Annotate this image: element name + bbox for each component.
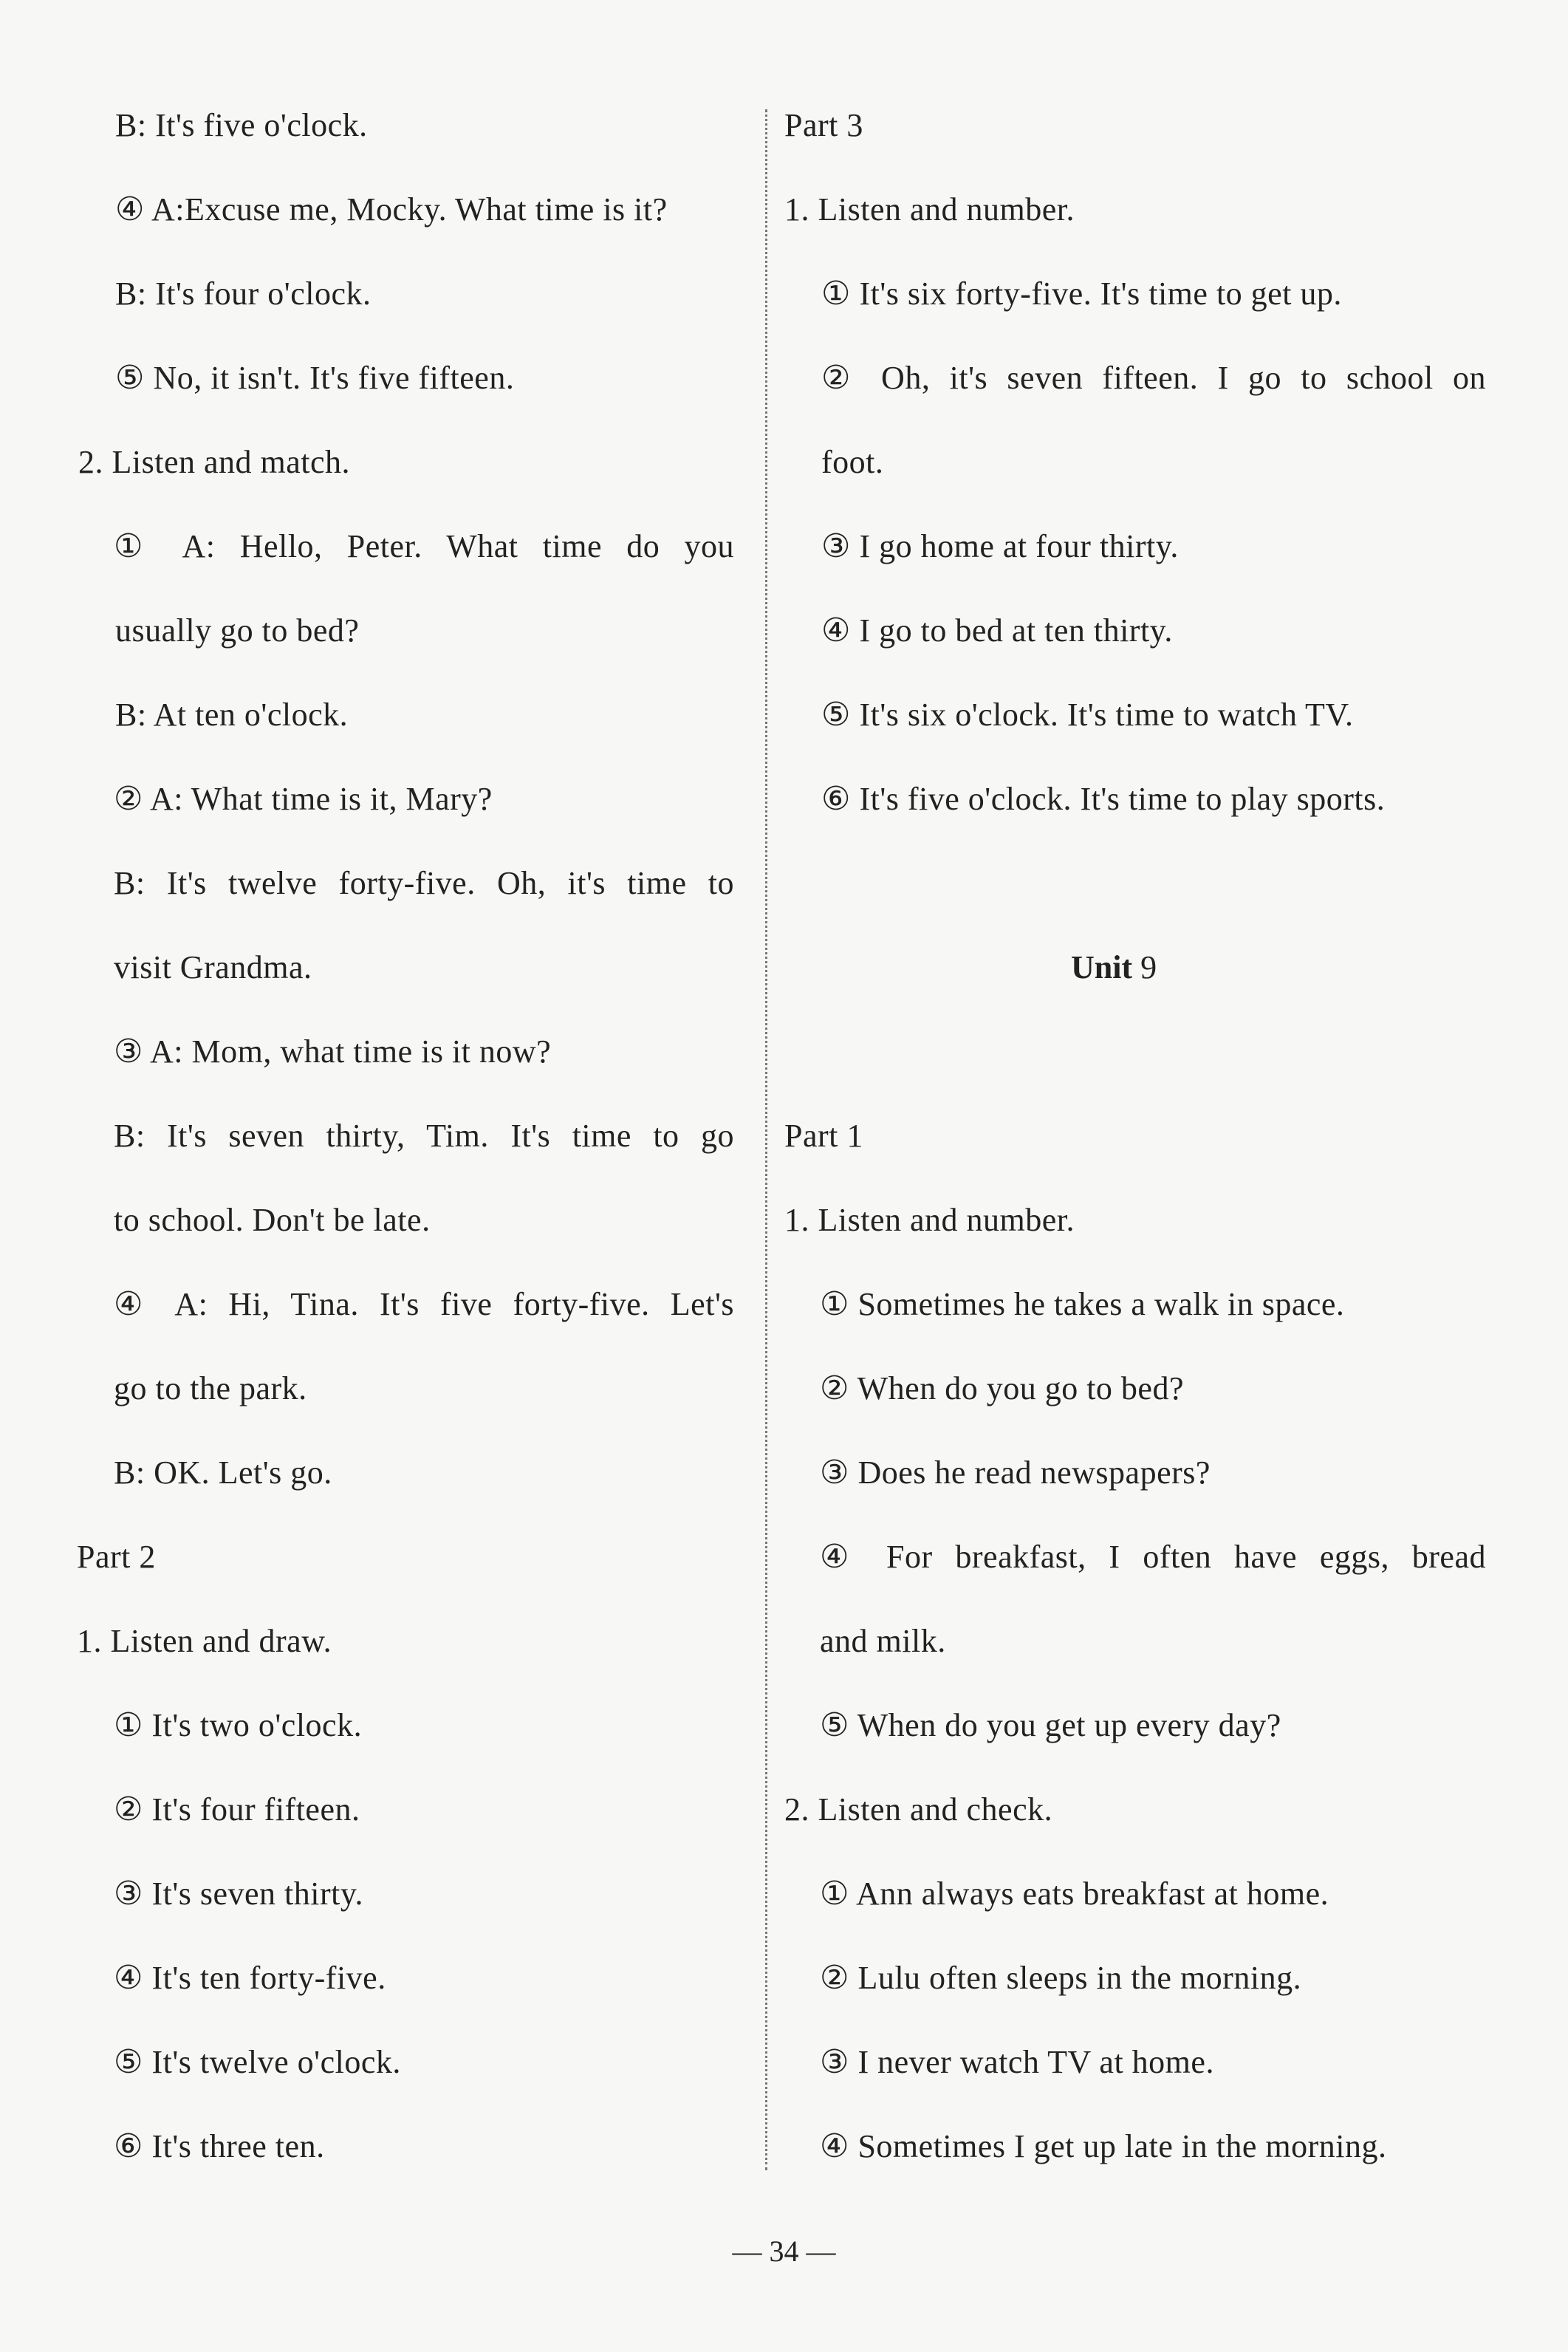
question-heading: 2. Listen and match.	[78, 444, 351, 480]
text-line: ③ A: Mom, what time is it now?	[114, 1033, 552, 1070]
text-line: ① Ann always eats breakfast at home.	[820, 1876, 1329, 1912]
text-line: ④ It's ten forty-five.	[114, 1960, 386, 1996]
text-line: ① It's six forty-five. It's time to get up.	[821, 276, 1342, 312]
question-heading: 1. Listen and draw.	[77, 1623, 332, 1659]
text-line: ① A: Hello, Peter. What time do you	[114, 528, 734, 564]
text-line: ③ I go home at four thirty.	[821, 528, 1179, 564]
text-line: go to the park.	[114, 1370, 307, 1406]
text-line: ④ I go to bed at ten thirty.	[821, 612, 1173, 649]
text-line: ① Sometimes he takes a walk in space.	[820, 1286, 1345, 1322]
part-heading: Part 3	[784, 107, 863, 143]
text-line: ② It's four fifteen.	[114, 1791, 360, 1828]
text-line: usually go to bed?	[115, 612, 360, 649]
question-heading: 1. Listen and number.	[784, 191, 1075, 228]
text-line: ③ Does he read newspapers?	[820, 1454, 1211, 1491]
text-line: B: It's four o'clock.	[115, 276, 372, 312]
question-heading: 1. Listen and number.	[784, 1202, 1075, 1238]
text-line: ⑤ When do you get up every day?	[820, 1707, 1281, 1743]
text-line: ③ I never watch TV at home.	[820, 2044, 1214, 2080]
text-line: to school. Don't be late.	[114, 1202, 431, 1238]
text-line: B: At ten o'clock.	[115, 697, 349, 733]
unit-heading	[1071, 946, 1157, 990]
text-line: B: It's five o'clock.	[115, 107, 368, 143]
text-line: ⑤ It's six o'clock. It's time to watch TV.	[821, 697, 1354, 733]
text-line: ③ It's seven thirty.	[114, 1876, 364, 1912]
text-line: ④ For breakfast, I often have eggs, bread	[820, 1539, 1486, 1575]
text-line: B: It's seven thirty, Tim. It's time to go	[114, 1118, 734, 1154]
text-line: ② Lulu often sleeps in the morning.	[820, 1960, 1302, 1996]
unit-heading-word: Unit	[1071, 949, 1133, 985]
text-line: ⑥ It's three ten.	[114, 2128, 325, 2164]
text-line: ② Oh, it's seven fifteen. I go to school on	[821, 360, 1486, 396]
part-heading: Part 1	[784, 1118, 863, 1154]
text-line: ⑤ It's twelve o'clock.	[114, 2044, 401, 2080]
text-line: ④ A:Excuse me, Mocky. What time is it?	[115, 191, 668, 228]
text-line: ⑥ It's five o'clock. It's time to play sports.	[821, 781, 1386, 817]
text-line: B: OK. Let's go.	[114, 1454, 332, 1491]
text-line: ⑤ No, it isn't. It's five fifteen.	[115, 360, 515, 396]
text-line: ④ A: Hi, Tina. It's five forty-five. Let's	[114, 1286, 734, 1322]
text-line: B: It's twelve forty-five. Oh, it's time to	[114, 865, 734, 901]
question-heading: 2. Listen and check.	[784, 1791, 1053, 1828]
text-line: ② When do you go to bed?	[820, 1370, 1184, 1406]
text-line: ② A: What time is it, Mary?	[114, 781, 493, 817]
column-divider	[765, 109, 767, 2170]
text-line: ① It's two o'clock.	[114, 1707, 363, 1743]
text-line: foot.	[821, 444, 884, 480]
text-line: and milk.	[820, 1623, 946, 1659]
page-number: — 34 —	[732, 2235, 836, 2268]
unit-heading-number: 9	[1140, 949, 1157, 985]
text-line: ④ Sometimes I get up late in the morning.	[820, 2128, 1387, 2164]
part-heading: Part 2	[77, 1539, 156, 1575]
text-line: visit Grandma.	[114, 949, 312, 985]
